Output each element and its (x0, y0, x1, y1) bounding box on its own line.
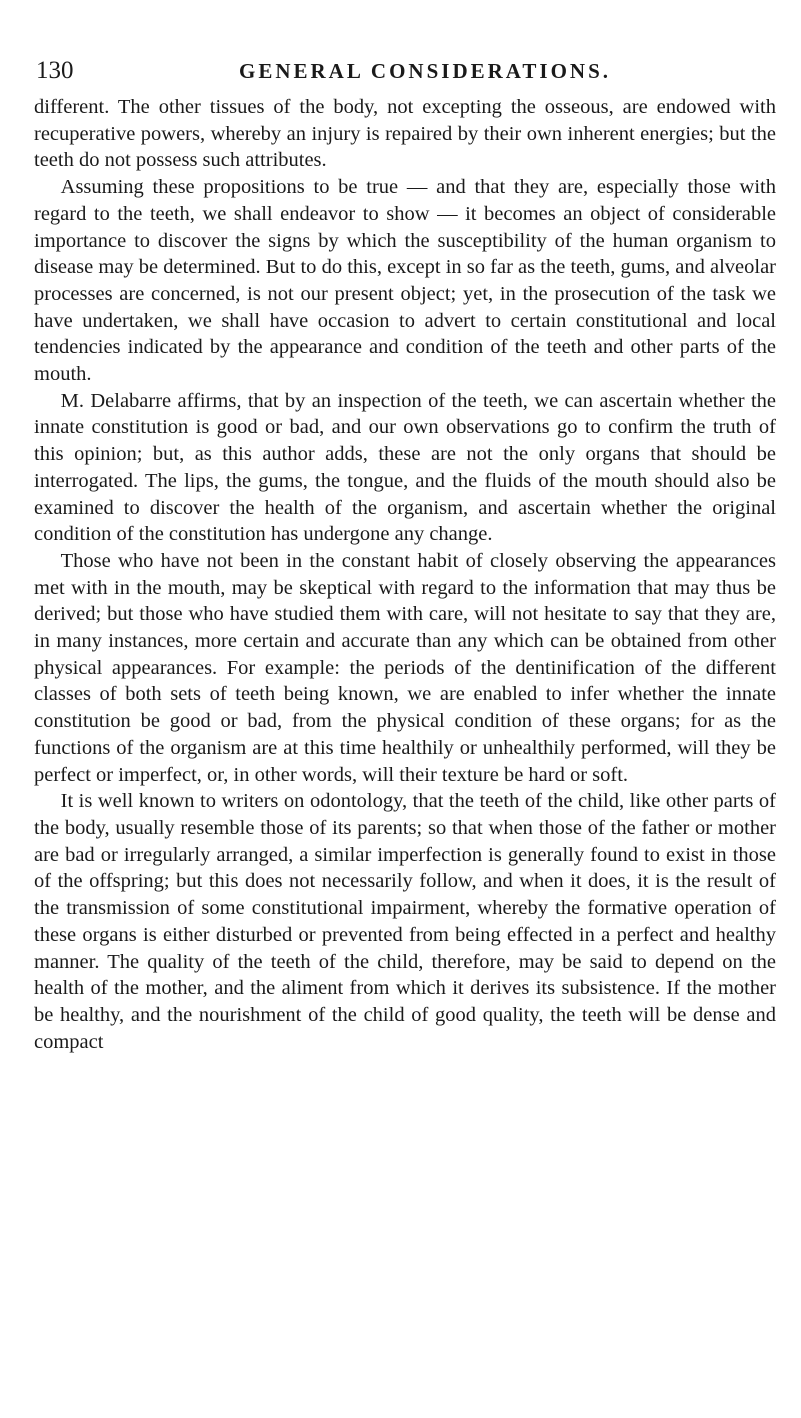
body-text (34, 94, 776, 1055)
book-page (34, 52, 776, 1055)
paragraph: Assuming these propositions to be true — and that they are, especially those with regard to the teeth, we shall endeavor to show — it becomes an object of considerable importance to discover the signs by which the susceptibility of the human organism to disease may be determined. But to do this, except in so far as the teeth, gums, and alveolar processes are concerned, is not our present object; yet, in the prosecution of the task we have undertaken, we shall have occasion to advert to certain constitutional and local tendencies indicated by the appearance and condition of the teeth and other parts of the mouth. (34, 176, 776, 386)
running-head: GENERAL CONSIDERATIONS. (238, 59, 611, 83)
page-number: 130 (36, 57, 74, 84)
paragraph: M. Delabarre affirms, that by an inspection of the teeth, we can ascertain whether the innate constitution is good or bad, and our own observations go to confirm the truth of this opinion; but, as this author adds, these are not the only organs that should be interrogated. The lips, the gums, the tongue, and the fluids of the mouth should also be examined to discover the health of the organism, and ascertain whether the original condition of the constitution has undergone any change. (34, 389, 776, 546)
paragraph-continued: different. The other tissues of the body, not excepting the osseous, are endowed with recuperative powers, whereby an injury is repaired by their own inherent energies; but the teeth do not possess such attributes. (34, 96, 776, 172)
page-header (34, 52, 776, 90)
paragraph: Those who have not been in the constant habit of closely observing the appearances met with in the mouth, may be skeptical with regard to the information that may thus be derived; but those who have studied them with care, will not hesitate to say that they are, in many instances, more certain and accurate than any which can be obtained from other physical appearances. For example: the periods of the dentinification of the different classes of both sets of teeth being known, we are enabled to infer whether the innate constitution be good or bad, from the physical condition of these organs; for as the functions of the organism are at this time healthily or unhealthily performed, will they be perfect or imperfect, or, in other words, will their texture be hard or soft. (34, 549, 776, 786)
paragraph: It is well known to writers on odontology, that the teeth of the child, like other parts of the body, usually resemble those of its parents; so that when those of the father or mother are bad or irregularly arranged, a similar imperfection is generally found to exist in those of the offspring; but this does not necessarily follow, and when it does, it is the result of the transmission of some constitutional impairment, whereby the formative operation of these organs is either disturbed or prevented from being effected in a perfect and healthy manner. The quality of the teeth of the child, therefore, may be said to depend on the health of the mother, and the aliment from which it derives its subsistence. If the mother be healthy, and the nourishment of the child of good quality, the teeth will be dense and compact (34, 790, 776, 1053)
